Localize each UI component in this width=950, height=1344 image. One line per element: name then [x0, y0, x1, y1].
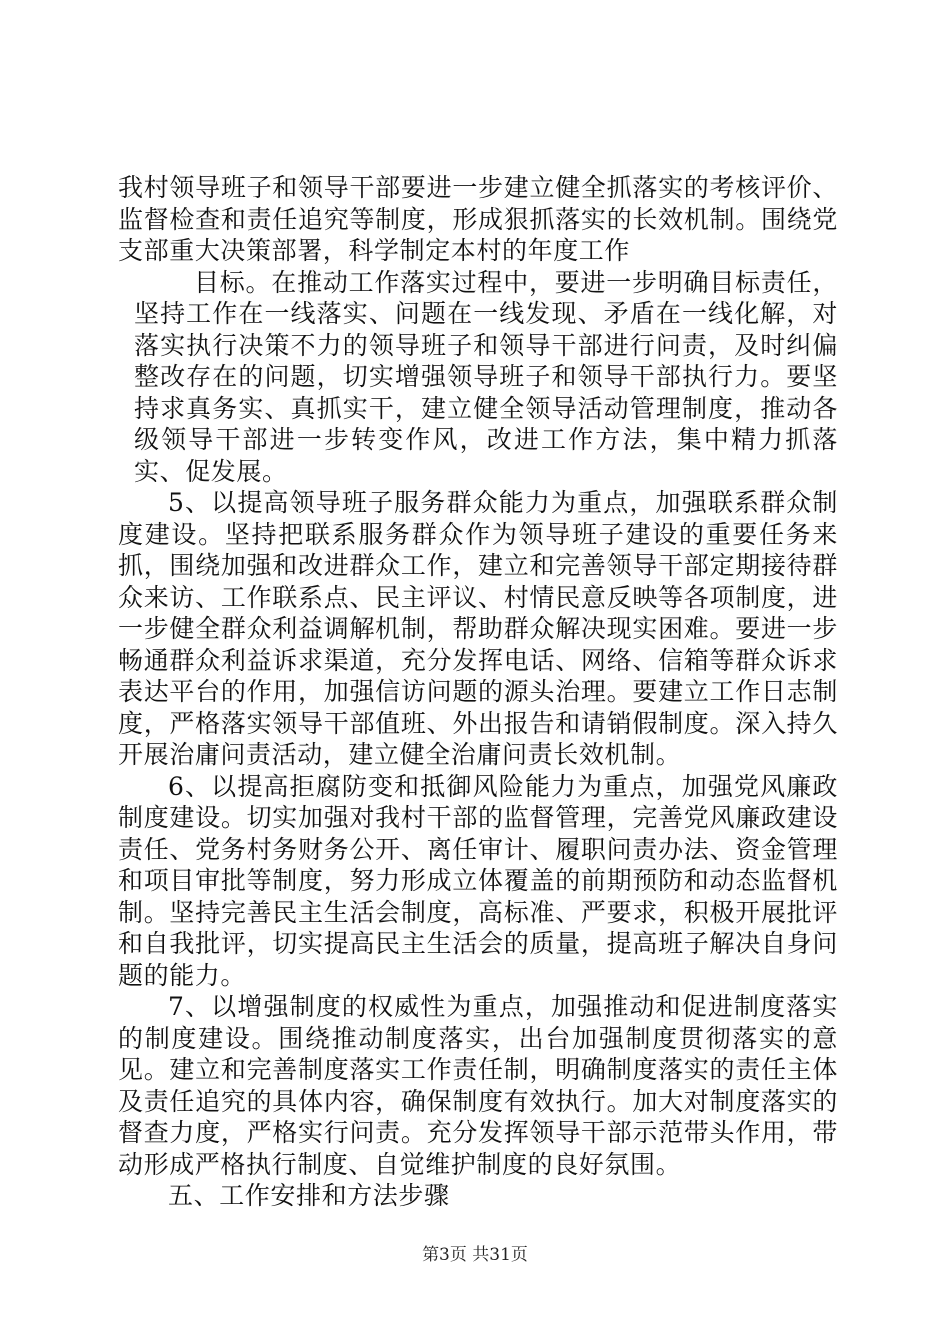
paragraph-2: 目标。在推动工作落实过程中，要进一步明确目标责任，坚持工作在一线落实、问题在一线发现、矛盾在一线化解，对落实执行决策不力的领导班子和领导干部进行问责，及时纠偏整改存在的问题，切实增强领导班子和领导干部执行力。要坚持求真务实、真抓实干，建立健全领导活动管理制度，推动各级领导干部进一步转变作风，改进工作方法，集中精力抓落实、促发展。	[134, 267, 838, 486]
paragraph-3: 5、以提高领导班子服务群众能力为重点，加强联系群众制度建设。坚持把联系服务群众作为领导班子建设的重要任务来抓，围绕加强和改进群众工作，建立和完善领导干部定期接待群众来访、工作联系点、民主评议、村情民意反映等各项制度，进一步健全群众利益调解机制，帮助群众解决现实困难。要进一步畅通群众利益诉求渠道，充分发挥电话、网络、信箱等群众诉求表达平台的作用，加强信访问题的源头治理。要建立工作日志制度，严格落实领导干部值班、外出报告和请销假制度。深入持久开展治庸问责活动，建立健全治庸问责长效机制。	[118, 488, 838, 769]
document-body	[118, 172, 838, 1212]
paragraph-4: 6、以提高拒腐防变和抵御风险能力为重点，加强党风廉政制度建设。切实加强对我村干部的监督管理，完善党风廉政建设责任、党务村务财务公开、离任审计、履职问责办法、资金管理和项目审批等制度，努力形成立体覆盖的前期预防和动态监督机制。坚持完善民主生活会制度，高标准、严要求，积极开展批评和自我批评，切实提高民主生活会的质量，提高班子解决自身问题的能力。	[118, 771, 838, 990]
paragraph-1: 我村领导班子和领导干部要进一步建立健全抓落实的考核评价、监督检查和责任追究等制度，形成狠抓落实的长效机制。围绕党支部重大决策部署，科学制定本村的年度工作	[118, 173, 838, 265]
section-heading: 五、工作安排和方法步骤	[168, 1181, 450, 1210]
page-number-footer: 第3页 共31页	[422, 1245, 528, 1265]
paragraph-5: 7、以增强制度的权威性为重点，加强推动和促进制度落实的制度建设。围绕推动制度落实，出台加强制度贯彻落实的意见。建立和完善制度落实工作责任制，明确制度落实的责任主体及责任追究的具体内容，确保制度有效执行。加大对制度落实的督查力度，严格实行问责。充分发挥领导干部示范带头作用，带动形成严格执行制度、自觉维护制度的良好氛围。	[118, 992, 838, 1179]
